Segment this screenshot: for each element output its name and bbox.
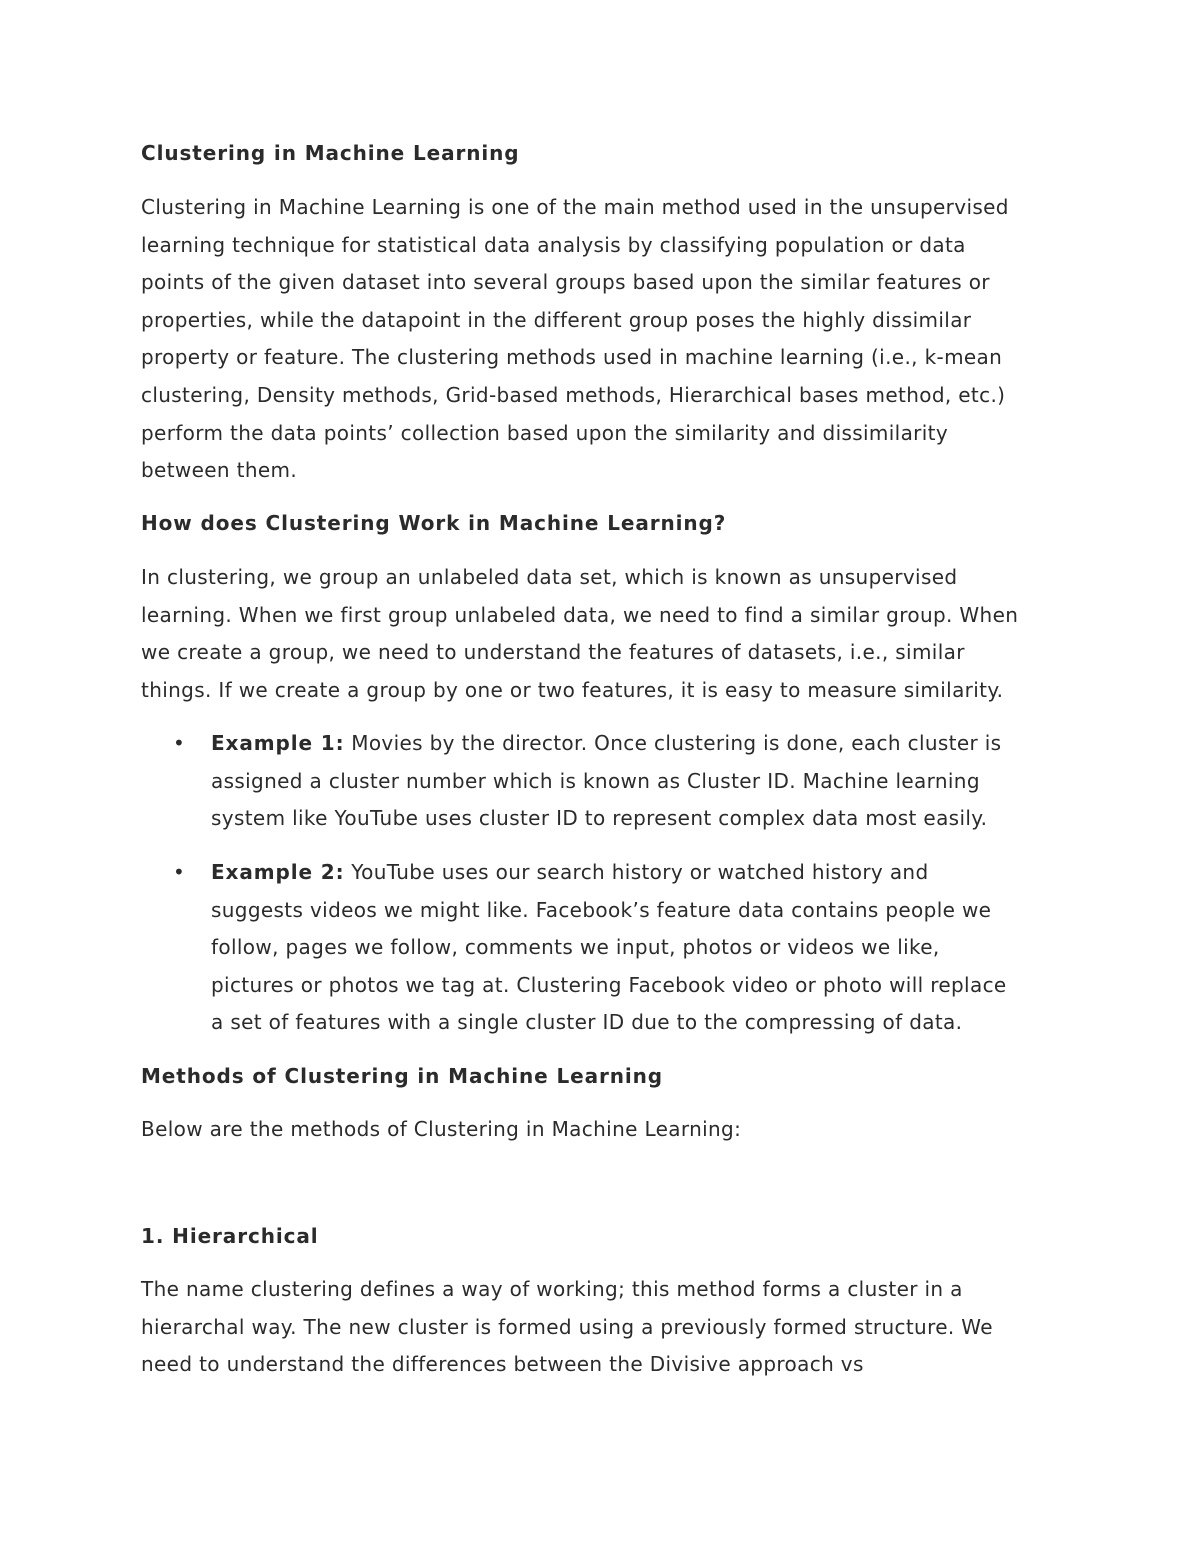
paragraph-line: clustering, Density methods, Grid-based methods, Hierarchical bases method, etc.) [141, 382, 1006, 407]
list-item-line [211, 854, 1071, 892]
list-item-line: assigned a cluster number which is known as Cluster ID. Machine learning [211, 768, 980, 793]
paragraph-line: points of the given dataset into several groups based upon the similar features or [141, 270, 990, 295]
paragraph-line: between them. [141, 458, 298, 483]
paragraph-line: hierarchal way. The new cluster is formed using a previously formed structure. We [141, 1314, 993, 1339]
intro-paragraph [141, 189, 1071, 490]
paragraph-line: Clustering in Machine Learning is one of the main method used in the unsupervised [141, 195, 1009, 219]
list-item-line [211, 725, 1071, 763]
section-heading-hierarchical: 1. Hierarchical [141, 1224, 319, 1248]
paragraph-line: learning. When we first group unlabeled data, we need to find a similar group. When [141, 602, 1019, 627]
section-heading-methods: Methods of Clustering in Machine Learning [141, 1064, 664, 1088]
how-paragraph [141, 559, 1071, 709]
list-item-line: pictures or photos we tag at. Clustering Facebook video or photo will replace [211, 972, 1007, 997]
list-item-line: suggests videos we might like. Facebook’s feature data contains people we [211, 897, 992, 922]
list-item-line: a set of features with a single cluster ID due to the compressing of data. [211, 1010, 963, 1035]
list-item-line: follow, pages we follow, comments we input, photos or videos we like, [211, 935, 940, 960]
bullet-marker: • [173, 860, 185, 884]
hierarchical-paragraph [141, 1271, 1071, 1384]
paragraph-line: learning technique for statistical data analysis by classifying population or data [141, 232, 966, 257]
paragraph-line: need to understand the differences between the Divisive approach vs [141, 1352, 864, 1377]
bullet-marker: • [173, 731, 185, 755]
example-1-text: Movies by the director. Once clustering is done, each cluster is [344, 731, 1002, 755]
methods-intro: Below are the methods of Clustering in Machine Learning: [141, 1117, 742, 1141]
paragraph-line: In clustering, we group an unlabeled data set, which is known as unsupervised [141, 565, 958, 589]
example-2-text: YouTube uses our search history or watched history and [344, 860, 929, 884]
paragraph-line: The name clustering defines a way of working; this method forms a cluster in a [141, 1277, 963, 1301]
paragraph-line: property or feature. The clustering methods used in machine learning (i.e., k-mean [141, 345, 1003, 370]
paragraph-line: perform the data points’ collection based upon the similarity and dissimilarity [141, 420, 949, 445]
paragraph-line: things. If we create a group by one or two features, it is easy to measure similarity. [141, 677, 1004, 702]
example-2-label: Example 2: [211, 860, 345, 884]
example-1-item [211, 725, 1071, 838]
example-1-label: Example 1: [211, 731, 345, 755]
list-item-line: system like YouTube uses cluster ID to represent complex data most easily. [211, 806, 988, 831]
paragraph-line: properties, while the datapoint in the different group poses the highly dissimilar [141, 307, 972, 332]
document-title: Clustering in Machine Learning [141, 141, 520, 165]
section-heading-how: How does Clustering Work in Machine Learning? [141, 511, 727, 535]
paragraph-line: we create a group, we need to understand the features of datasets, i.e., similar [141, 640, 965, 665]
example-2-item [211, 854, 1071, 1042]
